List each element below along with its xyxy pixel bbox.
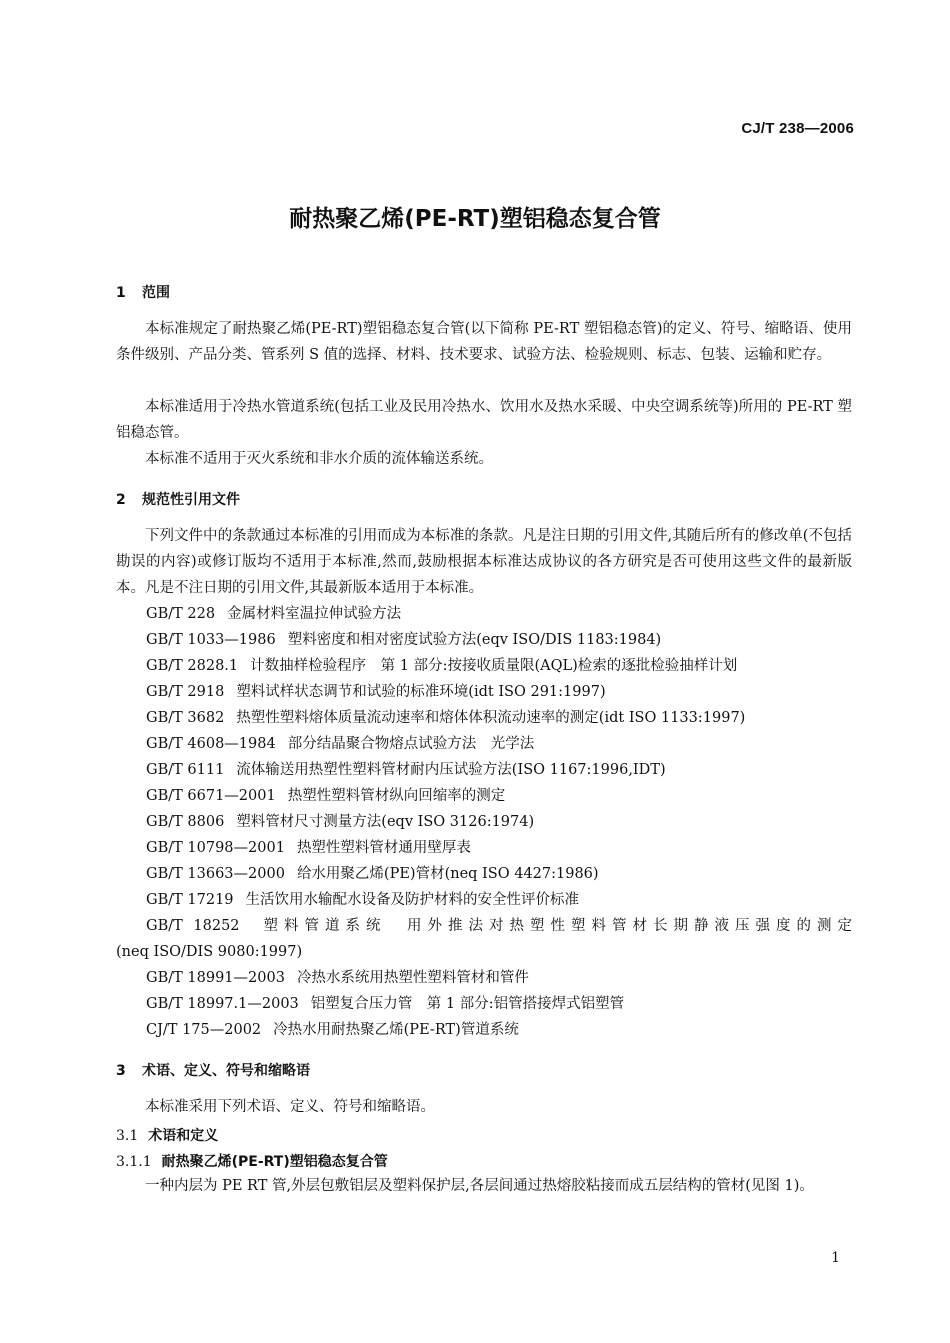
reference-code: GB/T 2828.1: [146, 658, 239, 674]
reference-title: 冷热水用耐热聚乙烯(PE-RT)管道系统: [273, 1022, 519, 1038]
section-number: 2: [116, 492, 126, 508]
section-title: 规范性引用文件: [142, 492, 240, 508]
reference-code: GB/T 17219: [146, 892, 234, 908]
reference-item-wrapped: [116, 913, 852, 965]
reference-item: [146, 809, 852, 835]
definition-paragraph: 一种内层为 PE RT 管,外层包敷铝层及塑料保护层,各层间通过热熔胶粘接而成五层结构的管材(见图 1)。: [145, 1178, 814, 1194]
reference-title: 塑料密度和相对密度试验方法(eqv ISO/DIS 1183:1984): [287, 632, 662, 648]
reference-title: 热塑性塑料管材通用壁厚表: [296, 840, 471, 856]
reference-code: GB/T 18252: [146, 918, 240, 934]
reference-item: [146, 601, 852, 627]
reference-title: 给水用聚乙烯(PE)管材(neq ISO 4427:1986): [296, 866, 599, 882]
references-intro: 下列文件中的条款通过本标准的引用而成为本标准的条款。凡是注日期的引用文件,其随后所有的修改单(不包括勘误的内容)或修订版均不适用于本标准,然而,鼓励根据本标准达成协议的各方研究是否可使用这些文件的最新版本。凡是不注日期的引用文件,其最新版本适用于本标准。: [116, 528, 852, 596]
reference-code: GB/T 1033—1986: [146, 632, 276, 648]
terms-intro: 本标准采用下列术语、定义、符号和缩略语。: [145, 1099, 435, 1115]
reference-title: 生活饮用水输配水设备及防护材料的安全性评价标准: [245, 892, 580, 908]
reference-title: 热塑性塑料熔体质量流动速率和熔体体积流动速率的测定(idt ISO 1133:1997): [236, 710, 746, 726]
reference-title: 塑料管道系统 用外推法对热塑性塑料管材长期静液压强度的测定: [257, 918, 852, 934]
reference-code: GB/T 18991—2003: [146, 970, 285, 986]
scope-paragraph: 本标准规定了耐热聚乙烯(PE-RT)塑铝稳态复合管(以下简称 PE-RT 塑铝稳态管)的定义、符号、缩略语、使用条件级别、产品分类、管系列 S 值的选择、材料、技术要求、试验方法、检验规则、标志、包装、运输和贮存。: [116, 321, 852, 363]
section-1-heading: [116, 282, 170, 302]
section-number: 1: [116, 285, 126, 301]
reference-title: 热塑性塑料管材纵向回缩率的测定: [287, 788, 506, 804]
scope-paragraph: 本标准不适用于灭火系统和非水介质的流体输送系统。: [145, 451, 493, 467]
reference-item: [146, 861, 852, 887]
section-2-heading: [116, 489, 240, 509]
section-title: 范围: [142, 285, 170, 301]
section-number: 3: [116, 1063, 126, 1079]
reference-item: [146, 653, 852, 679]
reference-code: GB/T 4608—1984: [146, 736, 276, 752]
reference-code: GB/T 228: [146, 606, 216, 622]
reference-code: GB/T 6111: [146, 762, 225, 778]
subsection-number: 3.1.1: [116, 1154, 152, 1170]
reference-title: 塑料管材尺寸测量方法(eqv ISO 3126:1974): [236, 814, 535, 830]
reference-item: [146, 887, 852, 913]
reference-code: GB/T 2918: [146, 684, 225, 700]
reference-item: [146, 991, 852, 1017]
reference-item: [146, 731, 852, 757]
subsection-title: 术语和定义: [148, 1128, 219, 1144]
reference-code: GB/T 6671—2001: [146, 788, 276, 804]
reference-code: CJ/T 175—2002: [146, 1022, 262, 1038]
standard-code: CJ/T 238—2006: [741, 120, 854, 137]
reference-item: [146, 757, 852, 783]
reference-title: 流体输送用热塑性塑料管材耐内压试验方法(ISO 1167:1996,IDT): [236, 762, 666, 778]
subsection-3-1-1-heading: [116, 1151, 388, 1171]
section-3-heading: [116, 1060, 310, 1080]
reference-item: [146, 679, 852, 705]
subsection-title: 耐热聚乙烯(PE-RT)塑铝稳态复合管: [161, 1154, 388, 1170]
reference-item: [146, 835, 852, 861]
reference-title-continuation: (neq ISO/DIS 9080:1997): [116, 944, 303, 960]
reference-title: 冷热水系统用热塑性塑料管材和管件: [296, 970, 529, 986]
reference-title: 铝塑复合压力管 第 1 部分:铝管搭接焊式铝塑管: [310, 996, 625, 1012]
reference-title: 金属材料室温拉伸试验方法: [227, 606, 402, 622]
reference-title: 计数抽样检验程序 第 1 部分:按接收质量限(AQL)检索的逐批检验抽样计划: [250, 658, 738, 674]
document-title: 耐热聚乙烯(PE-RT)塑铝稳态复合管: [289, 206, 661, 232]
reference-item: [146, 783, 852, 809]
reference-item: [146, 705, 852, 731]
scope-paragraph: 本标准适用于冷热水管道系统(包括工业及民用冷热水、饮用水及热水采暖、中央空调系统等)所用的 PE-RT 塑铝稳态管。: [116, 399, 852, 441]
reference-title: 部分结晶聚合物熔点试验方法 光学法: [287, 736, 535, 752]
reference-item: [146, 627, 852, 653]
reference-code: GB/T 10798—2001: [146, 840, 285, 856]
reference-code: GB/T 8806: [146, 814, 225, 830]
page-number: 1: [831, 1250, 840, 1266]
subsection-3-1-heading: [116, 1125, 218, 1145]
section-title: 术语、定义、符号和缩略语: [142, 1063, 310, 1079]
reference-item: [146, 1017, 852, 1043]
reference-code: GB/T 3682: [146, 710, 225, 726]
subsection-number: 3.1: [116, 1128, 139, 1144]
reference-item: [146, 965, 852, 991]
reference-title: 塑料试样状态调节和试验的标准环境(idt ISO 291:1997): [236, 684, 606, 700]
reference-code: GB/T 18997.1—2003: [146, 996, 299, 1012]
reference-code: GB/T 13663—2000: [146, 866, 285, 882]
